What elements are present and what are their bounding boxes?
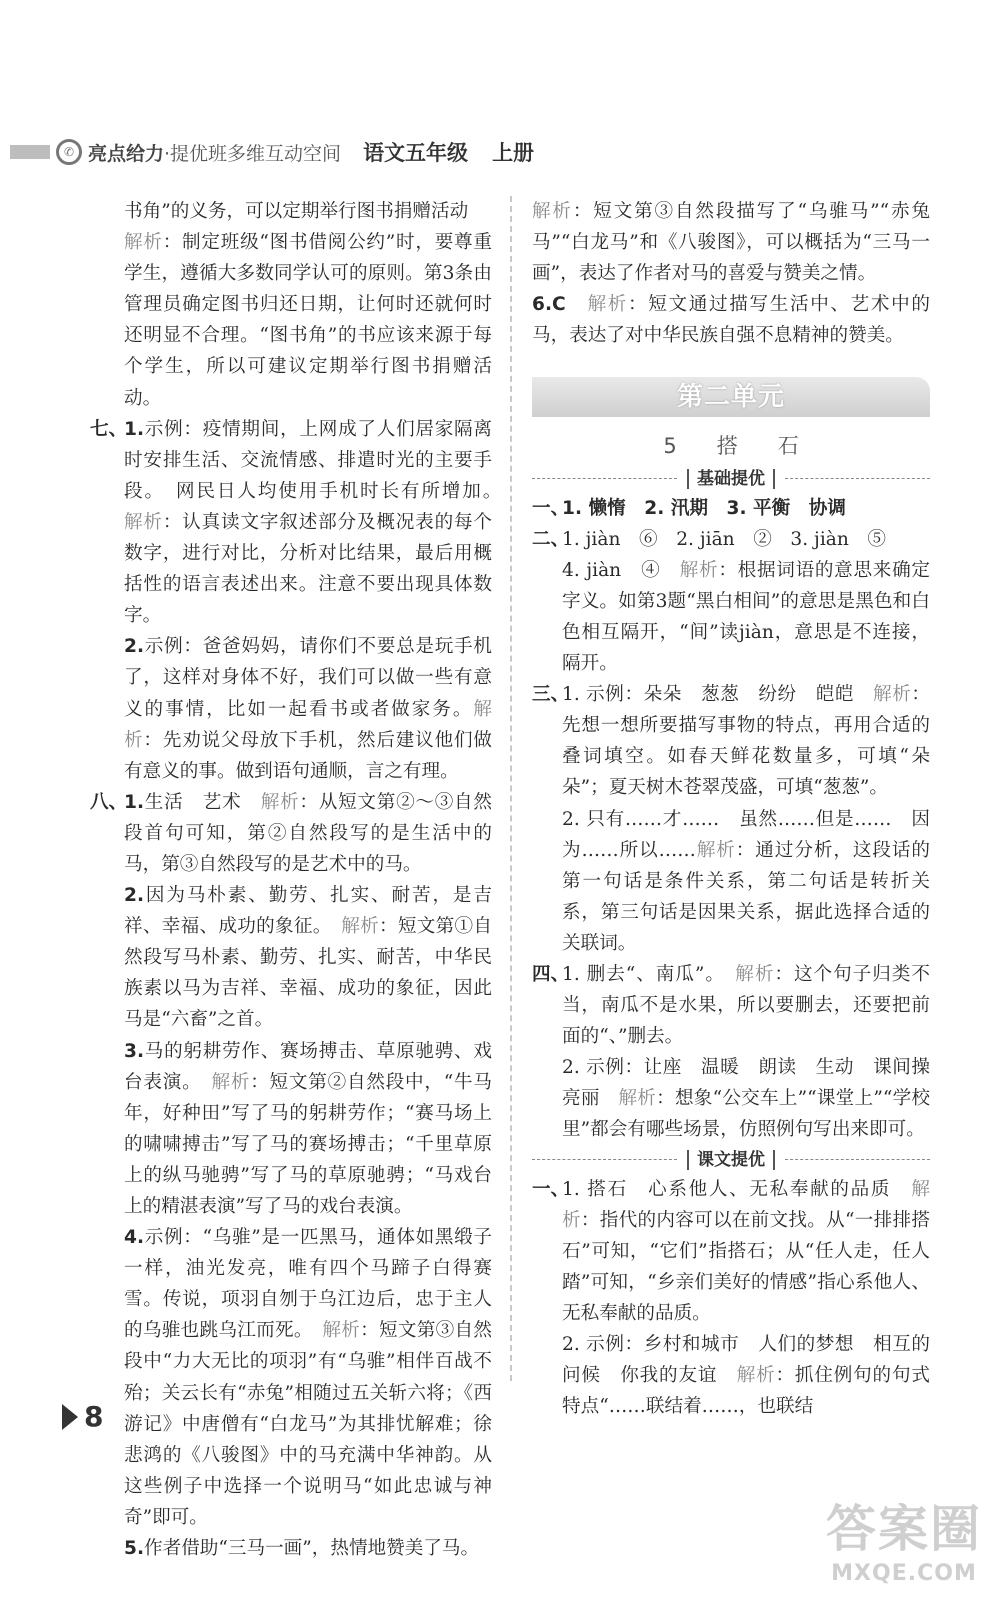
basic-q2: 二、1. jiàn ⑥ 2. jiān ② 3. jiàn ⑤ [532, 528, 887, 550]
watermark-logo: 答案圈 [826, 1500, 982, 1558]
unit-banner [532, 377, 930, 417]
question-8-item-3: 3.马的躬耕劳作、赛场搏击、草原驰骋、戏台表演。 解析：短文第②自然段中，“牛马年，好种田”写了马的躬耕劳作；“赛马场上的啸啸搏击”写了马的赛场搏击；“千里草原上的纵马驰骋”写了马的草原驰骋；“马戏台上的精湛表演”写了马的戏台表演。 [124, 1040, 492, 1217]
basic-q4-item-2: 2. 示例：让座 温暖 朗读 生动 课间操 亮丽 解析：想象“公交车上”“课堂上”“学校里”都会有哪些场景，仿照例句写出来即可。 [562, 1057, 949, 1141]
subsection-basic: 基础提优 [532, 469, 930, 489]
question-7-item-1: 七、1.示例：疫情期间，上网成了人们居家隔离时安排生活、交流情感、排遣时光的主要手段。 网民日人均使用手机时长有所增加。 解析：认真读文字叙述部分及概况表的每个数字，进行对比，分析对比结果，最后用概括性的语言表述出来。注意不要出现具体数字。 [90, 418, 492, 627]
basic-q2-item-4: 4. jiàn ④ 解析：根据词语的意思来确定字义。如第3题“黑白相间”的意思是黑色和白色相互隔开，“间”读jiàn，意思是不连接，隔开。 [562, 559, 930, 675]
subsection-text: 课文提优 [532, 1150, 930, 1170]
basic-q3: 三、1. 示例：朵朵 葱葱 纷纷 皑皑 解析：先想一想所要描写事物的特点，再用合适的叠词填空。如春天鲜花数量多，可填“朵朵”；夏天树木苍翠茂盛，可填“葱葱”。 [532, 684, 930, 799]
question-8-item-1: 八、1.生活 艺术 解析：从短文第②～③自然段首句可知，第②自然段写的是生活中的马，第③自然段写的是艺术中的马。 [90, 791, 492, 875]
page-arrow-icon [62, 1404, 78, 1430]
question-7-item-2: 2.示例：爸爸妈妈，请你们不要总是玩手机了，这样对身体不好，我们可以做一些有意义的事情，比如一起看书或者做家务。解析：先劝说父母放下手机，然后建议他们做有意义的事。做到语句通顺，言之有理。 [124, 636, 492, 782]
question-8-item-2: 2.因为马朴素、勤劳、扎实、耐苦，是吉祥、幸福、成功的象征。 解析：短文第①自然段写马朴素、勤劳、扎实、耐苦，中华民族素以马为吉祥、幸福、成功的象征，因此马是“六畜”之首。 [124, 885, 492, 1031]
header-subtitle: ·提优班多维互动空间 [164, 142, 342, 165]
text-q1: 一、1. 搭石 心系他人、无私奉献的品质 解析：指代的内容可以在前文找。从“一排排搭石”可知，“它们”指搭石；从“任人走，任人踏”可知，“乡亲们美好的情感”指心系他人、无私奉献的品质。 [532, 1178, 930, 1324]
right-column [532, 196, 949, 1422]
header-subject: 语文五年级 [363, 141, 469, 165]
watermark-url: MXQE.COM [831, 1561, 977, 1586]
basic-q4: 四、1. 删去“、南瓜”。 解析：这个句子归类不当，南瓜不是水果，所以要删去，还要把前面的“、”删去。 [532, 963, 930, 1048]
watermark [826, 1489, 982, 1586]
header-brand: 亮点给力 [88, 142, 165, 165]
question-6: 6.C 解析：短文通过描写生活中、艺术中的马，表达了对中华民族自强不息精神的赞美。 [532, 294, 930, 347]
column-divider [510, 196, 512, 1381]
question-8-item-5: 5.作者借助“三马一画”，热情地赞美了马。 [124, 1538, 480, 1560]
text-q1-item-2: 2. 示例：乡村和城市 人们的梦想 相互的问候 你我的友谊 解析：抓住例句的句式特点“……联结着……，也联结 [562, 1334, 930, 1418]
basic-q3-item-2: 2. 只有……才…… 虽然……但是…… 因为……所以……解析：通过分析，这段话的第一句话是条件关系，第二句话是转折关系，第三句话是因果关系，据此选择合适的关联词。 [562, 808, 930, 954]
page-number: 8 [62, 1400, 103, 1433]
brand-logo-icon: ✆ [56, 139, 82, 165]
left-column [90, 196, 492, 1564]
basic-q1: 一、1. 懒惰 2. 汛期 3. 平衡 协调 [532, 497, 846, 519]
header-bar [10, 145, 50, 159]
unit-title: 第二单元 [676, 381, 785, 412]
page-header [10, 134, 534, 170]
lesson-title: 5 搭 石 [663, 434, 799, 459]
answer-text: 书角”的义务，可以定期举行图书捐赠活动 [124, 201, 469, 222]
question-8-item-4: 4.示例：“乌骓”是一匹黑马，通体如黑缎子一样，油光发亮，唯有四个马蹄子白得赛雪。传说，项羽自刎于乌江边后，忠于主人的乌骓也跳乌江而死。 解析：短文第③自然段中“力大无比的项羽”有“乌骓”相伴百战不殆；关云长有“赤兔”相随过五关斩六将；《西游记》中唐僧有“白龙马”为其排忧解难；徐悲鸿的《八骏图》中的马充满中华神韵。从这些例子中选择一个说明马“如此忠诚与神奇”即可。 [124, 1227, 492, 1528]
header-volume: 上册 [492, 141, 535, 165]
answer-analysis: 解析：短文第③自然段描写了“乌骓马”“赤兔马”“白龙马”和《八骏图》，可以概括为“三马一画”，表达了作者对马的喜爱与赞美之情。 [532, 201, 930, 285]
answer-analysis: 解析：制定班级“图书借阅公约”时，要尊重学生，遵循大多数同学认可的原则。第3条由管理员确定图书归还日期，让何时还就何时还明显不合理。“图书角”的书应该来源于每个学生，所以可建议定期举行图书捐赠活动。 [124, 232, 492, 409]
